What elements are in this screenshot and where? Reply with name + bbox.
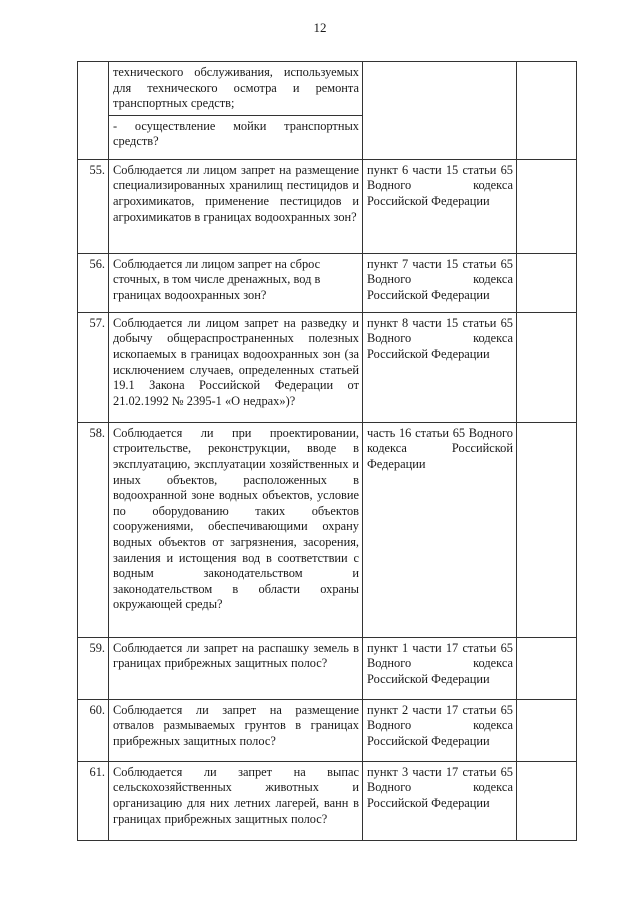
answer-cell [517, 159, 577, 253]
law-reference: пункт 1 части 17 статьи 65 Водного кодекса Российской Федерации [363, 637, 517, 699]
row-number: 58. [78, 422, 109, 637]
table-row [78, 699, 577, 761]
law-reference: пункт 7 части 15 статьи 65 Водного кодекса Российской Федерации [363, 253, 517, 312]
question-text: Соблюдается ли запрет на распашку земель в границах прибрежных защитных полос? [109, 637, 363, 699]
table-row [78, 159, 577, 253]
answer-cell [517, 62, 577, 160]
law-reference: пункт 8 части 15 статьи 65 Водного кодекса Российской Федерации [363, 312, 517, 422]
question-text: Соблюдается ли запрет на размещение отвалов размываемых грунтов в границах прибрежных защитных полос? [109, 699, 363, 761]
row-number-cell [78, 62, 109, 160]
requirements-table [77, 61, 577, 841]
page-number: 12 [313, 20, 327, 35]
law-reference: пункт 3 части 17 статьи 65 Водного кодекса Российской Федерации [363, 761, 517, 840]
answer-cell [517, 422, 577, 637]
question-text: Соблюдается ли запрет на выпас сельскохозяйственных животных и организацию для них летних лагерей, ванн в границах прибрежных защитных полос? [109, 761, 363, 840]
question-text: Соблюдается ли лицом запрет на разведку и добычу общераспространенных полезных ископаемых в границах водоохранных зон (за исключением случаев, определенных статьей 19.1 Закона Российской Федерации от 21.02.1992 № 2395-1 «О недрах»)? [109, 312, 363, 422]
question-text: Соблюдается ли при проектировании, строительстве, реконструкции, вводе в эксплуатацию, эксплуатации хозяйственных и иных объектов, расположенных в водоохранной зоне водных объектов, условие по оборудованию таких объектов сооружениями, обеспечивающими охрану водных объектов от загрязнения, засорения, заиления и истощения вод в соответствии с водным законодательством и законодательством в области охраны окружающей среды? [109, 422, 363, 637]
answer-cell [517, 761, 577, 840]
table-row [78, 253, 577, 312]
question-text: Соблюдается ли лицом запрет на размещение специализированных хранилищ пестицидов и агрохимикатов, применение пестицидов и агрохимикатов в границах водоохранных зон? [109, 159, 363, 253]
answer-cell [517, 253, 577, 312]
table-row [78, 637, 577, 699]
row-number: 59. [78, 637, 109, 699]
answer-cell [517, 637, 577, 699]
question-cell: технического обслуживания, используемых для технического осмотра и ремонта транспортных средств; [109, 62, 363, 116]
table-row [78, 761, 577, 840]
row-number: 61. [78, 761, 109, 840]
law-reference-cell [363, 62, 517, 160]
question-cell: - осуществление мойки транспортных средств? [109, 115, 363, 159]
law-reference: пункт 2 части 17 статьи 65 Водного кодекса Российской Федерации [363, 699, 517, 761]
row-number: 60. [78, 699, 109, 761]
row-number: 57. [78, 312, 109, 422]
law-reference: пункт 6 части 15 статьи 65 Водного кодекса Российской Федерации [363, 159, 517, 253]
question-text: Соблюдается ли лицом запрет на сброс сточных, в том числе дренажных, вод в границах водоохранных зон? [109, 253, 363, 312]
table-row [78, 312, 577, 422]
row-number: 55. [78, 159, 109, 253]
answer-cell [517, 699, 577, 761]
table-row-continuation [78, 62, 577, 116]
table-row [78, 422, 577, 637]
row-number: 56. [78, 253, 109, 312]
answer-cell [517, 312, 577, 422]
law-reference: часть 16 статьи 65 Водного кодекса Российской Федерации [363, 422, 517, 637]
